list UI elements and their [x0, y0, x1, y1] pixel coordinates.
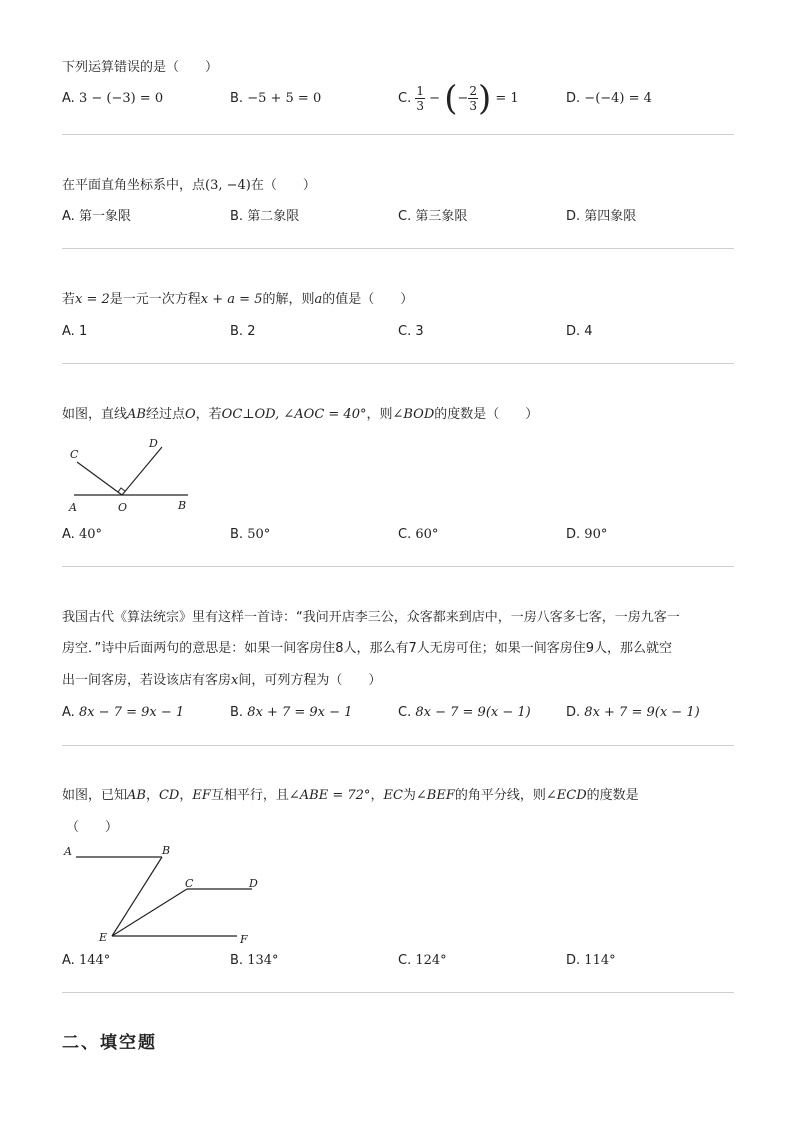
label-d: D [149, 437, 158, 450]
q5-option-c: C. 8x − 7 = 9(x − 1) [398, 705, 531, 720]
q6-option-c: C. 124° [398, 953, 447, 968]
label-b: B [178, 499, 187, 512]
question-5-line-3: 出一间客房，若设该店有客房x间，可列方程为（ ） [62, 673, 382, 688]
label-a: A [64, 845, 72, 858]
label-c: C [185, 877, 194, 890]
question-1-stem: 下列运算错误的是（ ） [62, 60, 219, 75]
question-6-stem: 如图，已知AB，CD，EF互相平行，且∠ABE = 72°，EC为∠BEF的角平分线，则∠ECD的度数是 [62, 788, 639, 803]
q4-option-a: A. 40° [62, 527, 102, 542]
question-4-stem: 如图，直线AB经过点O，若OC⊥OD, ∠AOC = 40°，则∠BOD的度数是（ ） [62, 407, 539, 422]
label-d: D [249, 877, 258, 890]
q1-option-d-expr: −(−4) = 4 [584, 91, 652, 106]
q1-option-a-expr: 3 − (−3) = 0 [78, 91, 164, 106]
separator-2 [62, 248, 734, 249]
separator-1 [62, 134, 734, 135]
question-2-stem: 在平面直角坐标系中，点(3, −4)在（ ） [62, 178, 316, 193]
label-c: C [70, 448, 79, 461]
q3-option-d: D. 4 [566, 324, 593, 339]
q5-option-b: B. 8x + 7 = 9x − 1 [230, 705, 353, 720]
q1-option-b-expr: −5 + 5 = 0 [247, 91, 322, 106]
fraction-one-third: $\frac{1}{3}$ [416, 84, 424, 113]
q3-option-a: A. 1 [62, 324, 88, 339]
separator-3 [62, 363, 734, 364]
q1-option-c: C. $\frac{1}{3}$ − (− $\frac{2}{3}$ ) = 1 [398, 78, 519, 119]
q2-option-c: C. 第三象限 [398, 209, 468, 224]
q6-option-d: D. 114° [566, 953, 616, 968]
q4-option-b: B. 50° [230, 527, 271, 542]
question-5-line-1: 我国古代《算法统宗》里有这样一首诗：“我问开店李三公，众客都来到店中，一房八客多七客，一房九客一 [62, 610, 680, 625]
q2-option-d: D. 第四象限 [566, 209, 637, 224]
question-3-stem: 若x = 2是一元一次方程x + a = 5的解，则a的值是（ ） [62, 292, 414, 307]
section-heading: 二、填空题 [62, 1033, 157, 1053]
fraction-two-thirds: $\frac{2}{3}$ [469, 84, 477, 113]
q6-option-b: B. 134° [230, 953, 279, 968]
q2-option-a: A. 第一象限 [62, 209, 131, 224]
q5-option-a: A. 8x − 7 = 9x − 1 [62, 705, 185, 720]
label-o: O [118, 501, 128, 514]
separator-6 [62, 992, 734, 993]
q3-option-c: C. 3 [398, 324, 424, 339]
q2-option-b: B. 第二象限 [230, 209, 300, 224]
figure-parallel-lines [62, 840, 262, 950]
q5-option-d: D. 8x + 7 = 9(x − 1) [566, 705, 700, 720]
label-a: A [69, 501, 77, 514]
q1-option-d: D. −(−4) = 4 [566, 91, 652, 106]
separator-4 [62, 566, 734, 567]
label-b: B [162, 844, 171, 857]
q3-option-b: B. 2 [230, 324, 256, 339]
question-6-paren: （ ） [66, 820, 119, 835]
question-5-line-2: 房空．”诗中后面两句的意思是：如果一间客房住8人，那么有7人无房可住；如果一间客房住9人，那么就空 [62, 641, 673, 656]
q6-option-a: A. 144° [62, 953, 111, 968]
separator-5 [62, 745, 734, 746]
q1-option-b: B. −5 + 5 = 0 [230, 91, 322, 106]
q4-option-c: C. 60° [398, 527, 439, 542]
q4-option-d: D. 90° [566, 527, 608, 542]
label-e: E [99, 931, 108, 944]
label-f: F [240, 933, 248, 946]
q1-option-a: A. 3 − (−3) = 0 [62, 91, 164, 106]
figure-angle-aob [62, 433, 202, 517]
